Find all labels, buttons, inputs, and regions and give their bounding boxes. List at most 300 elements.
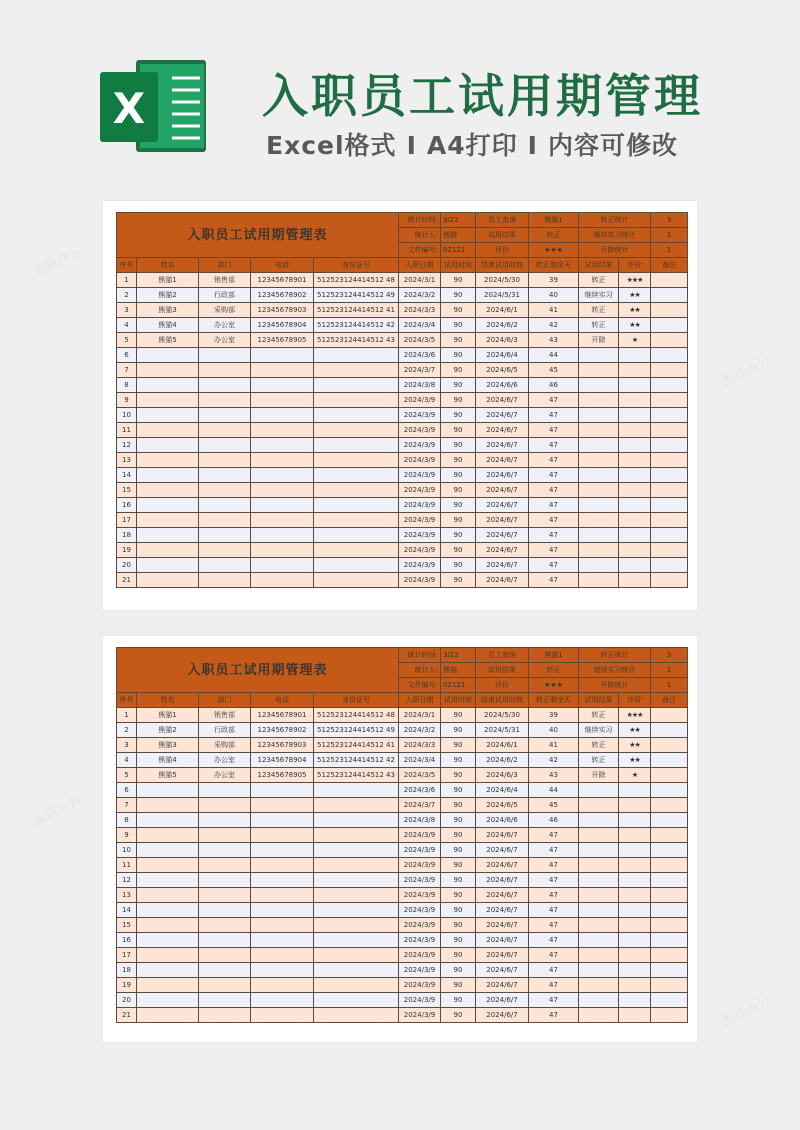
query-value[interactable]: 熊猫1: [529, 213, 579, 228]
cell-name[interactable]: [137, 363, 199, 378]
cell-name[interactable]: [137, 348, 199, 363]
cell-row-number[interactable]: 16: [117, 933, 137, 948]
cell-trial-result[interactable]: [579, 543, 619, 558]
cell-trial-days[interactable]: 90: [441, 708, 476, 723]
cell-trial-end-date[interactable]: 2024/6/1: [476, 303, 529, 318]
cell-hire-date[interactable]: 2024/3/4: [399, 318, 441, 333]
cell-department[interactable]: [199, 948, 251, 963]
cell-rating[interactable]: [619, 393, 651, 408]
cell-hire-date[interactable]: 2024/3/9: [399, 888, 441, 903]
stat-person-value[interactable]: 熊猫: [441, 663, 476, 678]
cell-rating[interactable]: [619, 438, 651, 453]
cell-trial-days[interactable]: 90: [441, 828, 476, 843]
cell-days-left[interactable]: 47: [529, 558, 579, 573]
cell-phone[interactable]: [251, 888, 314, 903]
cell-hire-date[interactable]: 2024/3/6: [399, 783, 441, 798]
cell-hire-date[interactable]: 2024/3/9: [399, 918, 441, 933]
cell-phone[interactable]: [251, 498, 314, 513]
cell-department[interactable]: 销售部: [199, 273, 251, 288]
cell-rating[interactable]: ★★: [619, 303, 651, 318]
cell-phone[interactable]: [251, 948, 314, 963]
cell-name[interactable]: 熊猫1: [137, 708, 199, 723]
cell-remark[interactable]: [651, 378, 688, 393]
cell-days-left[interactable]: 39: [529, 708, 579, 723]
cell-trial-days[interactable]: 90: [441, 303, 476, 318]
cell-name[interactable]: [137, 903, 199, 918]
cell-name[interactable]: [137, 468, 199, 483]
cell-row-number[interactable]: 14: [117, 468, 137, 483]
cell-phone[interactable]: [251, 348, 314, 363]
cell-name[interactable]: 熊猫5: [137, 333, 199, 348]
cell-trial-end-date[interactable]: 2024/6/7: [476, 408, 529, 423]
cell-trial-result[interactable]: [579, 888, 619, 903]
cell-department[interactable]: [199, 498, 251, 513]
cell-rating[interactable]: [619, 498, 651, 513]
cell-trial-result[interactable]: [579, 1008, 619, 1023]
cell-id-number[interactable]: [314, 873, 399, 888]
cell-remark[interactable]: [651, 273, 688, 288]
cell-id-number[interactable]: [314, 918, 399, 933]
cell-trial-end-date[interactable]: 2024/5/30: [476, 708, 529, 723]
cell-rating[interactable]: ★: [619, 333, 651, 348]
cell-name[interactable]: [137, 573, 199, 588]
cell-trial-days[interactable]: 90: [441, 798, 476, 813]
cell-phone[interactable]: 12345678904: [251, 318, 314, 333]
cell-trial-end-date[interactable]: 2024/6/2: [476, 318, 529, 333]
cell-department[interactable]: [199, 798, 251, 813]
cell-phone[interactable]: [251, 783, 314, 798]
cell-remark[interactable]: [651, 993, 688, 1008]
cell-remark[interactable]: [651, 483, 688, 498]
cell-days-left[interactable]: 47: [529, 423, 579, 438]
cell-phone[interactable]: [251, 918, 314, 933]
cell-trial-end-date[interactable]: 2024/6/7: [476, 573, 529, 588]
cell-days-left[interactable]: 45: [529, 363, 579, 378]
cell-id-number[interactable]: [314, 363, 399, 378]
cell-phone[interactable]: 12345678901: [251, 708, 314, 723]
cell-department[interactable]: [199, 378, 251, 393]
cell-trial-days[interactable]: 90: [441, 363, 476, 378]
cell-remark[interactable]: [651, 978, 688, 993]
cell-id-number[interactable]: [314, 783, 399, 798]
cell-phone[interactable]: [251, 438, 314, 453]
cell-department[interactable]: [199, 903, 251, 918]
cell-hire-date[interactable]: 2024/3/9: [399, 978, 441, 993]
cell-id-number[interactable]: [314, 393, 399, 408]
cell-hire-date[interactable]: 2024/3/3: [399, 303, 441, 318]
stat-time-value[interactable]: 3/22: [441, 648, 476, 663]
cell-trial-end-date[interactable]: 2024/6/7: [476, 483, 529, 498]
cell-name[interactable]: 熊猫3: [137, 303, 199, 318]
cell-id-number[interactable]: [314, 573, 399, 588]
cell-id-number[interactable]: [314, 423, 399, 438]
cell-days-left[interactable]: 47: [529, 843, 579, 858]
cell-rating[interactable]: ★★: [619, 753, 651, 768]
cell-department[interactable]: [199, 828, 251, 843]
cell-trial-days[interactable]: 90: [441, 918, 476, 933]
cell-row-number[interactable]: 1: [117, 273, 137, 288]
cell-trial-result[interactable]: [579, 348, 619, 363]
doc-no-value[interactable]: 02121: [441, 678, 476, 693]
cell-name[interactable]: [137, 783, 199, 798]
cell-trial-days[interactable]: 90: [441, 483, 476, 498]
cell-remark[interactable]: [651, 1008, 688, 1023]
cell-trial-result[interactable]: 开除: [579, 333, 619, 348]
cell-trial-end-date[interactable]: 2024/6/7: [476, 858, 529, 873]
cell-department[interactable]: 行政部: [199, 723, 251, 738]
cell-department[interactable]: [199, 408, 251, 423]
cell-name[interactable]: [137, 933, 199, 948]
cell-trial-result[interactable]: [579, 918, 619, 933]
cell-trial-days[interactable]: 90: [441, 753, 476, 768]
cell-hire-date[interactable]: 2024/3/9: [399, 528, 441, 543]
cell-hire-date[interactable]: 2024/3/9: [399, 498, 441, 513]
cell-remark[interactable]: [651, 528, 688, 543]
cell-days-left[interactable]: 47: [529, 873, 579, 888]
cell-rating[interactable]: [619, 933, 651, 948]
cell-remark[interactable]: [651, 843, 688, 858]
cell-hire-date[interactable]: 2024/3/7: [399, 363, 441, 378]
cell-name[interactable]: [137, 393, 199, 408]
cell-trial-result[interactable]: [579, 963, 619, 978]
cell-days-left[interactable]: 41: [529, 738, 579, 753]
cell-trial-end-date[interactable]: 2024/5/31: [476, 723, 529, 738]
cell-remark[interactable]: [651, 288, 688, 303]
cell-name[interactable]: [137, 438, 199, 453]
cell-trial-end-date[interactable]: 2024/6/7: [476, 1008, 529, 1023]
cell-rating[interactable]: [619, 888, 651, 903]
cell-id-number[interactable]: [314, 858, 399, 873]
cell-row-number[interactable]: 10: [117, 408, 137, 423]
cell-trial-result[interactable]: [579, 843, 619, 858]
cell-trial-days[interactable]: 90: [441, 738, 476, 753]
cell-phone[interactable]: [251, 528, 314, 543]
cell-rating[interactable]: [619, 843, 651, 858]
cell-days-left[interactable]: 46: [529, 813, 579, 828]
cell-trial-days[interactable]: 90: [441, 1008, 476, 1023]
cell-name[interactable]: [137, 858, 199, 873]
cell-trial-days[interactable]: 90: [441, 843, 476, 858]
cell-hire-date[interactable]: 2024/3/1: [399, 708, 441, 723]
cell-trial-end-date[interactable]: 2024/6/7: [476, 888, 529, 903]
cell-rating[interactable]: [619, 783, 651, 798]
cell-trial-days[interactable]: 90: [441, 948, 476, 963]
cell-row-number[interactable]: 2: [117, 723, 137, 738]
cell-name[interactable]: [137, 948, 199, 963]
cell-remark[interactable]: [651, 303, 688, 318]
cell-rating[interactable]: ★★: [619, 318, 651, 333]
cell-trial-days[interactable]: 90: [441, 858, 476, 873]
cell-hire-date[interactable]: 2024/3/9: [399, 543, 441, 558]
cell-remark[interactable]: [651, 948, 688, 963]
cell-trial-result[interactable]: [579, 933, 619, 948]
cell-trial-end-date[interactable]: 2024/6/7: [476, 423, 529, 438]
cell-days-left[interactable]: 47: [529, 498, 579, 513]
cell-trial-end-date[interactable]: 2024/6/7: [476, 453, 529, 468]
cell-id-number[interactable]: [314, 438, 399, 453]
stat-person-value[interactable]: 熊猫: [441, 228, 476, 243]
cell-trial-result[interactable]: [579, 363, 619, 378]
cell-id-number[interactable]: [314, 978, 399, 993]
cell-rating[interactable]: [619, 858, 651, 873]
cell-rating[interactable]: [619, 828, 651, 843]
cell-remark[interactable]: [651, 858, 688, 873]
cell-name[interactable]: [137, 843, 199, 858]
cell-row-number[interactable]: 5: [117, 768, 137, 783]
cell-phone[interactable]: [251, 543, 314, 558]
cell-days-left[interactable]: 47: [529, 573, 579, 588]
cell-department[interactable]: [199, 813, 251, 828]
cell-id-number[interactable]: [314, 843, 399, 858]
cell-id-number[interactable]: 512523124414512 43: [314, 333, 399, 348]
cell-rating[interactable]: [619, 558, 651, 573]
cell-hire-date[interactable]: 2024/3/9: [399, 903, 441, 918]
cell-id-number[interactable]: 512523124414512 48: [314, 708, 399, 723]
cell-phone[interactable]: [251, 453, 314, 468]
cell-days-left[interactable]: 47: [529, 468, 579, 483]
cell-department[interactable]: 采购部: [199, 303, 251, 318]
cell-id-number[interactable]: 512523124414512 42: [314, 753, 399, 768]
cell-hire-date[interactable]: 2024/3/9: [399, 573, 441, 588]
cell-phone[interactable]: [251, 468, 314, 483]
cell-remark[interactable]: [651, 423, 688, 438]
cell-trial-days[interactable]: 90: [441, 453, 476, 468]
cell-trial-result[interactable]: 转正: [579, 738, 619, 753]
cell-row-number[interactable]: 9: [117, 828, 137, 843]
cell-id-number[interactable]: 512523124414512 41: [314, 738, 399, 753]
cell-trial-result[interactable]: [579, 408, 619, 423]
cell-rating[interactable]: [619, 423, 651, 438]
cell-name[interactable]: [137, 873, 199, 888]
cell-trial-days[interactable]: 90: [441, 333, 476, 348]
cell-name[interactable]: [137, 978, 199, 993]
cell-trial-end-date[interactable]: 2024/6/7: [476, 843, 529, 858]
cell-days-left[interactable]: 47: [529, 828, 579, 843]
cell-rating[interactable]: [619, 453, 651, 468]
query-value[interactable]: 熊猫1: [529, 648, 579, 663]
cell-trial-result[interactable]: [579, 378, 619, 393]
cell-hire-date[interactable]: 2024/3/9: [399, 468, 441, 483]
cell-days-left[interactable]: 39: [529, 273, 579, 288]
cell-trial-result[interactable]: [579, 558, 619, 573]
cell-days-left[interactable]: 47: [529, 513, 579, 528]
cell-remark[interactable]: [651, 903, 688, 918]
cell-rating[interactable]: [619, 1008, 651, 1023]
cell-remark[interactable]: [651, 888, 688, 903]
cell-phone[interactable]: [251, 1008, 314, 1023]
cell-hire-date[interactable]: 2024/3/5: [399, 768, 441, 783]
cell-phone[interactable]: [251, 558, 314, 573]
cell-trial-days[interactable]: 90: [441, 783, 476, 798]
cell-id-number[interactable]: [314, 468, 399, 483]
cell-phone[interactable]: 12345678902: [251, 288, 314, 303]
cell-remark[interactable]: [651, 318, 688, 333]
cell-row-number[interactable]: 21: [117, 573, 137, 588]
cell-rating[interactable]: [619, 873, 651, 888]
cell-trial-days[interactable]: 90: [441, 888, 476, 903]
cell-trial-end-date[interactable]: 2024/6/1: [476, 738, 529, 753]
cell-row-number[interactable]: 15: [117, 483, 137, 498]
cell-days-left[interactable]: 47: [529, 543, 579, 558]
cell-row-number[interactable]: 7: [117, 363, 137, 378]
cell-phone[interactable]: 12345678903: [251, 303, 314, 318]
cell-remark[interactable]: [651, 393, 688, 408]
cell-rating[interactable]: [619, 918, 651, 933]
cell-phone[interactable]: [251, 573, 314, 588]
cell-row-number[interactable]: 14: [117, 903, 137, 918]
cell-phone[interactable]: 12345678903: [251, 738, 314, 753]
cell-department[interactable]: [199, 558, 251, 573]
cell-remark[interactable]: [651, 333, 688, 348]
cell-hire-date[interactable]: 2024/3/9: [399, 423, 441, 438]
cell-days-left[interactable]: 44: [529, 783, 579, 798]
cell-phone[interactable]: [251, 363, 314, 378]
cell-remark[interactable]: [651, 573, 688, 588]
cell-trial-result[interactable]: 开除: [579, 768, 619, 783]
cell-name[interactable]: [137, 828, 199, 843]
cell-rating[interactable]: ★★: [619, 738, 651, 753]
cell-trial-result[interactable]: 转正: [579, 318, 619, 333]
cell-row-number[interactable]: 16: [117, 498, 137, 513]
cell-trial-result[interactable]: [579, 453, 619, 468]
cell-department[interactable]: 销售部: [199, 708, 251, 723]
cell-trial-end-date[interactable]: 2024/6/7: [476, 963, 529, 978]
cell-id-number[interactable]: [314, 948, 399, 963]
cell-days-left[interactable]: 47: [529, 903, 579, 918]
cell-trial-end-date[interactable]: 2024/6/7: [476, 513, 529, 528]
cell-name[interactable]: 熊猫2: [137, 288, 199, 303]
cell-phone[interactable]: [251, 423, 314, 438]
cell-remark[interactable]: [651, 558, 688, 573]
cell-trial-days[interactable]: 90: [441, 348, 476, 363]
cell-phone[interactable]: [251, 903, 314, 918]
cell-remark[interactable]: [651, 798, 688, 813]
cell-remark[interactable]: [651, 828, 688, 843]
cell-hire-date[interactable]: 2024/3/6: [399, 348, 441, 363]
cell-days-left[interactable]: 42: [529, 318, 579, 333]
cell-remark[interactable]: [651, 963, 688, 978]
cell-name[interactable]: 熊猫5: [137, 768, 199, 783]
cell-days-left[interactable]: 40: [529, 288, 579, 303]
cell-trial-end-date[interactable]: 2024/6/7: [476, 828, 529, 843]
cell-department[interactable]: [199, 858, 251, 873]
cell-hire-date[interactable]: 2024/3/9: [399, 843, 441, 858]
doc-no-value[interactable]: 02121: [441, 243, 476, 258]
cell-rating[interactable]: ★★★: [619, 708, 651, 723]
cell-hire-date[interactable]: 2024/3/3: [399, 738, 441, 753]
cell-trial-days[interactable]: 90: [441, 273, 476, 288]
cell-department[interactable]: [199, 468, 251, 483]
cell-hire-date[interactable]: 2024/3/9: [399, 453, 441, 468]
cell-rating[interactable]: [619, 978, 651, 993]
cell-rating[interactable]: [619, 528, 651, 543]
cell-trial-end-date[interactable]: 2024/6/4: [476, 783, 529, 798]
cell-trial-end-date[interactable]: 2024/6/7: [476, 933, 529, 948]
cell-trial-days[interactable]: 90: [441, 723, 476, 738]
cell-phone[interactable]: [251, 858, 314, 873]
cell-trial-end-date[interactable]: 2024/6/7: [476, 393, 529, 408]
cell-days-left[interactable]: 47: [529, 1008, 579, 1023]
cell-trial-result[interactable]: [579, 573, 619, 588]
cell-trial-result[interactable]: [579, 528, 619, 543]
cell-phone[interactable]: [251, 513, 314, 528]
cell-row-number[interactable]: 7: [117, 798, 137, 813]
cell-department[interactable]: [199, 363, 251, 378]
cell-row-number[interactable]: 15: [117, 918, 137, 933]
cell-trial-days[interactable]: 90: [441, 558, 476, 573]
cell-remark[interactable]: [651, 498, 688, 513]
cell-days-left[interactable]: 47: [529, 948, 579, 963]
cell-name[interactable]: [137, 963, 199, 978]
cell-rating[interactable]: [619, 573, 651, 588]
cell-trial-result[interactable]: 转正: [579, 273, 619, 288]
cell-row-number[interactable]: 12: [117, 438, 137, 453]
cell-row-number[interactable]: 13: [117, 453, 137, 468]
cell-id-number[interactable]: 512523124414512 43: [314, 768, 399, 783]
cell-days-left[interactable]: 42: [529, 753, 579, 768]
cell-row-number[interactable]: 10: [117, 843, 137, 858]
cell-row-number[interactable]: 17: [117, 513, 137, 528]
cell-name[interactable]: [137, 483, 199, 498]
cell-hire-date[interactable]: 2024/3/9: [399, 948, 441, 963]
cell-id-number[interactable]: [314, 498, 399, 513]
cell-trial-end-date[interactable]: 2024/6/7: [476, 558, 529, 573]
cell-trial-result[interactable]: 继续实习: [579, 723, 619, 738]
cell-rating[interactable]: [619, 363, 651, 378]
cell-hire-date[interactable]: 2024/3/9: [399, 993, 441, 1008]
cell-id-number[interactable]: [314, 813, 399, 828]
cell-department[interactable]: [199, 438, 251, 453]
cell-department[interactable]: [199, 513, 251, 528]
cell-department[interactable]: [199, 393, 251, 408]
cell-id-number[interactable]: 512523124414512 48: [314, 273, 399, 288]
cell-rating[interactable]: [619, 798, 651, 813]
cell-trial-end-date[interactable]: 2024/6/3: [476, 768, 529, 783]
cell-remark[interactable]: [651, 348, 688, 363]
cell-phone[interactable]: [251, 963, 314, 978]
cell-hire-date[interactable]: 2024/3/9: [399, 933, 441, 948]
cell-row-number[interactable]: 18: [117, 963, 137, 978]
cell-rating[interactable]: [619, 348, 651, 363]
cell-id-number[interactable]: [314, 1008, 399, 1023]
cell-id-number[interactable]: [314, 798, 399, 813]
cell-row-number[interactable]: 11: [117, 423, 137, 438]
cell-trial-days[interactable]: 90: [441, 423, 476, 438]
cell-rating[interactable]: [619, 948, 651, 963]
cell-trial-end-date[interactable]: 2024/6/7: [476, 978, 529, 993]
cell-name[interactable]: [137, 453, 199, 468]
cell-days-left[interactable]: 40: [529, 723, 579, 738]
cell-trial-days[interactable]: 90: [441, 528, 476, 543]
cell-department[interactable]: 行政部: [199, 288, 251, 303]
cell-trial-result[interactable]: [579, 498, 619, 513]
cell-row-number[interactable]: 2: [117, 288, 137, 303]
cell-trial-result[interactable]: [579, 798, 619, 813]
cell-trial-days[interactable]: 90: [441, 933, 476, 948]
cell-department[interactable]: 采购部: [199, 738, 251, 753]
cell-row-number[interactable]: 8: [117, 813, 137, 828]
cell-trial-end-date[interactable]: 2024/6/5: [476, 798, 529, 813]
cell-row-number[interactable]: 3: [117, 738, 137, 753]
cell-trial-end-date[interactable]: 2024/6/7: [476, 468, 529, 483]
cell-row-number[interactable]: 5: [117, 333, 137, 348]
cell-department[interactable]: [199, 783, 251, 798]
cell-department[interactable]: 办公室: [199, 753, 251, 768]
cell-id-number[interactable]: 512523124414512 49: [314, 723, 399, 738]
cell-trial-end-date[interactable]: 2024/6/7: [476, 543, 529, 558]
cell-days-left[interactable]: 47: [529, 888, 579, 903]
cell-id-number[interactable]: [314, 348, 399, 363]
